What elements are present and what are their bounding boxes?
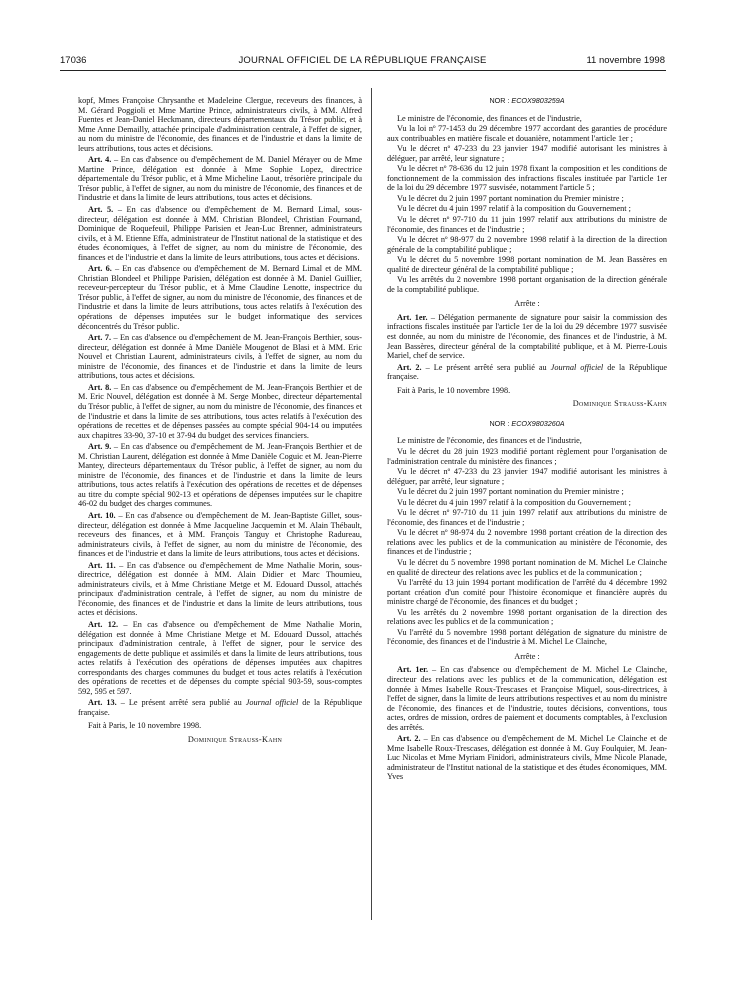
- article-text: – Délégation permanente de signature pour saisir la commission des infractions fiscales instituée par l'article 1er de la loi du 29 décembre 1977 susvisée est donnée, au nom du ministre de l'économie, des finances et de l'industrie, à M. Jean Bassères, directeur général de la comptabilité publique, et à M. Pierre-Louis Mariel, chef de service.: [387, 312, 667, 361]
- article-text: – En cas d'absence ou d'empêchement de M. Daniel Mérayer ou de Mme Martine Prince, délégation est donnée à Mme Sophie Lopez, directrice départementale du Trésor public, et à Mme Micheline Laout, trésorière principale du Trésor public, à l'effet de signer, au nom du ministre de l'économie, des finances et de l'industrie et dans la limite de leurs attributions, tous actes et décisions.: [78, 155, 363, 203]
- nor-code: ECOX9803259A: [511, 96, 565, 105]
- article-text-end: de la République française.: [387, 362, 667, 382]
- article-number: Art. 10.: [88, 510, 116, 520]
- article-text: – En cas d'absence ou d'empêchement de M. Jean-François Berthier, sous-directeur, délégation est donnée à Mme Danièle Mougenot de Blasi et à MM. Eric Nouvel et Christian Laurent, administrateurs civils, à l'effet de signer, au nom du ministre de l'économie, des finances et de l'industrie et dans la limite de leurs attributions, tous actes et décisions.: [78, 333, 362, 381]
- preamble-line: Vu la loi nº 77-1453 du 29 décembre 1977 accordant des garanties de procédure aux contribuables en matière fiscale et douanière, notamment l'article 1er ;: [387, 124, 667, 143]
- nor-label: NOR :: [489, 418, 512, 428]
- article-text: – Le présent arrêté sera publié au: [116, 698, 246, 708]
- article-text: – En cas d'absence ou d'empêchement de M. Jean-François Berthier et de M. Christian Laurent, délégation est donnée à Mme Danièle Coguic et M. Jean-Pierre Mantey, directeurs départementaux du Trésor public, à l'effet de signer, au nom du ministre de l'économie, des finances et de l'industrie et dans la limite de leurs attributions, tous actes relatifs à l'exécution des opérations de recettes et de dépenses au titre du compte spécial 902-13 et opérations de dépenses imputées sur le chapitre 46-02 du budget des charges communes.: [78, 442, 362, 509]
- article-1: [387, 313, 667, 361]
- preamble-line: Vu le décret du 5 novembre 1998 portant nomination de M. Jean Bassères en qualité de directeur général de la comptabilité publique ;: [387, 255, 667, 274]
- article-2: [387, 363, 667, 382]
- issue-date: 11 novembre 1998: [586, 55, 665, 66]
- preamble-line: Vu le décret nº 78-636 du 12 juin 1978 fixant la composition et les conditions de fonctionnement de la commission des infractions fiscales instituée par l'article 1er de la loi du 29 décembre 1977 susvisée, notamment l'article 5 ;: [387, 164, 667, 193]
- page-header: [60, 55, 665, 71]
- article-text: – Le présent arrêté sera publié au: [421, 362, 551, 372]
- page-number: 17036: [60, 55, 87, 66]
- preamble-line: Le ministre de l'économie, des finances et de l'industrie,: [397, 436, 582, 446]
- preamble-line: Vu les arrêtés du 2 novembre 1998 portant organisation de la direction des relations avec les publics et de la communication ;: [387, 607, 667, 627]
- fait-a-paris: Fait à Paris, le 10 novembre 1998.: [397, 385, 511, 395]
- preamble-line: Vu les arrêtés du 2 novembre 1998 portant organisation de la direction générale de la comptabilité publique.: [387, 275, 667, 294]
- article-text: – En cas d'absence ou d'empêchement de M. Jean-François Berthier et de M. Eric Nouvel, délégation est donnée à M. Serge Monbec, directeur départemental du Trésor public, à l'effet de signer, au nom du ministre de l'économie, des finances et de l'industrie et dans la limite de ses attributions, tous actes relatifs à l'exécution des opérations de recettes et de dépenses passées au compte spécial 904-14 ou imputées aux chapitres 33-90, 37-10 et 37-94 du budget des services financiers.: [78, 382, 362, 440]
- preamble-line: Vu le décret nº 97-710 du 11 juin 1997 relatif aux attributions du ministre de l'économie, des finances et de l'industrie ;: [387, 215, 667, 234]
- preamble-line: Vu le décret du 2 juin 1997 portant nomination du Premier ministre ;: [397, 487, 624, 497]
- article-number: Art. 13.: [88, 698, 117, 708]
- article-number: Art. 12.: [88, 619, 119, 629]
- article-number: Art. 2.: [397, 734, 421, 744]
- article-10: [78, 511, 362, 559]
- right-column: [387, 96, 667, 783]
- preamble-line: Vu le décret nº 97-710 du 11 juin 1997 relatif aux attributions du ministre de l'économie, des finances et de l'industrie ;: [387, 508, 667, 527]
- article-text: – En cas d'absence ou d'empêchement de M. Michel Le Clainche, directeur des relations avec les publics et de la communication, délégation est donnée à Mmes Isabelle Roux-Trescases et Françoise Miquel, sous-directrices, à l'effet de signer, dans la limite de leurs attributions respectives et au nom du ministre de l'économie, des finances et de l'industrie, toutes décisions, conventions, tous actes, ordres de mission, ordres de paiement et documents comptables, à l'exclusion des arrêtés.: [387, 665, 668, 732]
- article-number: Art. 2.: [397, 362, 422, 372]
- article-text: – En cas d'absence ou d'empêchement de Mme Nathalie Morin, délégation est donnée à Mme Christiane Metge et M. Edouard Dussol, attachés principaux d'administration centrale, à l'effet de signer, pour le service des engagements de dette publique et assimilés et dans la limite de leurs attributions, tous actes relatifs à l'exécution des opérations de dépenses imputées aux chapitres correspondants des charges communes du budget et tous actes relatifs à l'exécution des opérations de recettes et de dépenses du compte spécial 903-59, sous-comptes 592, 595 et 597.: [78, 619, 362, 696]
- article-text: – En cas d'absence ou d'empêchement de Mme Nathalie Morin, sous-directrice, délégation est donnée à MM. Alain Didier et Marc Thoumieu, administrateurs civils, et à Mme Christiane Metge et M. Edouard Dussol, attachés principaux d'administration centrale, à l'effet de signer, au nom du ministre de l'économie, des finances et de l'industrie et dans la limite de leurs attributions, tous actes et décisions.: [78, 560, 362, 618]
- preamble-line: Vu le décret du 28 juin 1923 modifié portant règlement pour l'organisation de l'administration centrale du ministère des finances ;: [387, 446, 667, 466]
- nor-reference: [387, 419, 667, 429]
- preamble-line: Vu le décret nº 98-974 du 2 novembre 1998 portant création de la direction des relations avec les publics et de la communication au ministère de l'économie, des finances et de l'industrie ;: [387, 528, 667, 557]
- article-text: – En cas d'absence ou d'empêchement de M. Jean-Baptiste Gillet, sous-directeur, délégation est donnée à Mme Jacqueline Jacquemin et M. Alain Thébault, receveurs des finances, et à MM. François Tanguy et Christophe Radureau, administrateurs civils, à l'effet de signer, au nom du ministre de l'économie, des finances et de l'industrie et dans la limite de leurs attributions, tous actes et décisions.: [78, 510, 362, 559]
- preamble-line: Vu l'arrêté du 13 juin 1994 portant modification de l'arrêté du 4 décembre 1992 portant création d'un comité pour l'histoire économique et financière auprès du ministre chargé de l'économie, des finances et du budget ;: [387, 578, 667, 607]
- article-2: [387, 734, 667, 782]
- article-number: Art. 1er.: [397, 665, 429, 675]
- article-number: Art. 8.: [88, 382, 112, 392]
- continued-paragraph: kopf, Mmes Françoise Chrysanthe et Madeleine Clergue, receveurs des finances, à M. Gérard Poggioli et Mme Martine Prince, administrateurs civils, à MM. Alfred Fuentes et Jean-Daniel Heckmann, directeurs départementaux du Trésor public, et à Mme Anne Demailly, attachée principale d'administration centrale, à l'effet de signer, au nom du ministre de l'économie, des finances et de l'industrie et dans la limite de leurs attributions, tous actes et décisions.: [78, 96, 362, 153]
- nor-label: NOR :: [489, 96, 512, 105]
- article-number: Art. 7.: [88, 333, 112, 343]
- preamble-line: Vu le décret du 5 novembre 1998 portant nomination de M. Michel Le Clainche en qualité de directeur des relations avec les publics et de la communication ;: [387, 557, 667, 577]
- left-column: [78, 96, 362, 749]
- preamble-line: Le ministre de l'économie, des finances et de l'industrie,: [397, 113, 582, 123]
- article-1: [387, 665, 667, 732]
- preamble-line: Vu le décret nº 47-233 du 23 janvier 1947 modifié autorisant les ministres à déléguer, par arrêté, leur signature ;: [387, 144, 667, 163]
- header-rule: [60, 70, 666, 71]
- preamble-line: Vu le décret du 4 juin 1997 relatif à la composition du Gouvernement ;: [397, 497, 631, 507]
- minister-signature: Dominique Strauss-Kahn: [572, 399, 667, 409]
- article-9: [78, 442, 362, 509]
- nor-reference: [387, 96, 667, 106]
- arrete-heading: Arrête :: [514, 299, 540, 309]
- article-4: [78, 155, 362, 203]
- fait-a-paris: Fait à Paris, le 10 novembre 1998.: [88, 721, 202, 731]
- column-divider: [371, 88, 372, 920]
- arrete-heading: Arrête :: [514, 651, 540, 661]
- article-number: Art. 9.: [88, 442, 112, 452]
- preamble-line: Vu le décret du 2 juin 1997 portant nomination du Premier ministre ;: [397, 193, 624, 203]
- nor-code: ECOX9803260A: [511, 418, 565, 428]
- article-text-end: de la République française.: [78, 698, 362, 717]
- article-number: Art. 4.: [88, 155, 112, 165]
- preamble-line: Vu le décret nº 98-977 du 2 novembre 1998 relatif à la direction de la direction générale de la comptabilité publique ;: [387, 235, 667, 254]
- journal-title: JOURNAL OFFICIEL DE LA RÉPUBLIQUE FRANÇAISE: [238, 55, 487, 66]
- preamble-line: Vu l'arrêté du 5 novembre 1998 portant délégation de signature du ministre de l'économie, des finances et de l'industrie à M. Michel Le Clainche,: [387, 627, 667, 647]
- article-7: [78, 333, 362, 381]
- article-11: [78, 561, 362, 618]
- article-5: [78, 205, 362, 262]
- article-number: Art. 11.: [88, 560, 116, 570]
- journal-reference: Journal officiel: [245, 698, 299, 708]
- article-13: [78, 698, 362, 717]
- article-text: – En cas d'absence ou d'empêchement de M. Bernard Limal, sous-directeur, délégation est donnée à MM. Christian Blondeel, Christian Fournand, Dominique de Roquefeuil, Philippe Parisien et Jean-Luc Brenner, administrateurs civils, et à M. Etienne Effa, administrateur de l'Institut national de la statistique et des études économiques, à l'effet de signer, au nom du ministre de l'économie, des finances et de l'industrie et dans la limite de leurs attributions, tous actes et décisions.: [78, 205, 362, 262]
- article-12: [78, 620, 362, 696]
- journal-reference: Journal officiel: [550, 362, 604, 372]
- article-8: [78, 383, 362, 440]
- article-number: Art. 6.: [88, 264, 112, 274]
- article-number: Art. 1er.: [397, 312, 428, 322]
- article-text: – En cas d'absence ou d'empêchement de M. Bernard Limal et de MM. Christian Blondeel et Philippe Parisien, délégation est donnée à M. Daniel Guillier, receveur-percepteur du Trésor public, et à Mme Claudine Lenotte, inspectrice du Trésor public, à l'effet de signer, au nom du ministre de l'économie, des finances et de l'industrie et dans la limite de leurs attributions, tous actes relatifs à l'exécution des opérations de dépenses imputées sur le budget informatique des services déconcentrés du Trésor public.: [78, 264, 362, 331]
- article-6: [78, 264, 362, 331]
- article-text: – En cas d'absence ou d'empêchement de M. Michel Le Clainche et de Mme Isabelle Roux-Trescases, délégation est donnée à M. Guy Foulquier, M. Jean-Luc Nicolas et Mme Myriam Finidori, administrateurs civils, Mme Nicole Planade, administrateur de l'Institut national de la statistique et des études économiques, MM. Yves: [387, 734, 667, 782]
- preamble-line: Vu le décret nº 47-233 du 23 janvier 1947 modifié autorisant les ministres à déléguer, par arrêté, leur signature ;: [387, 467, 667, 486]
- preamble-line: Vu le décret du 4 juin 1997 relatif à la composition du Gouvernement ;: [397, 204, 631, 214]
- article-number: Art. 5.: [88, 205, 114, 215]
- minister-signature: Dominique Strauss-Kahn: [187, 735, 283, 744]
